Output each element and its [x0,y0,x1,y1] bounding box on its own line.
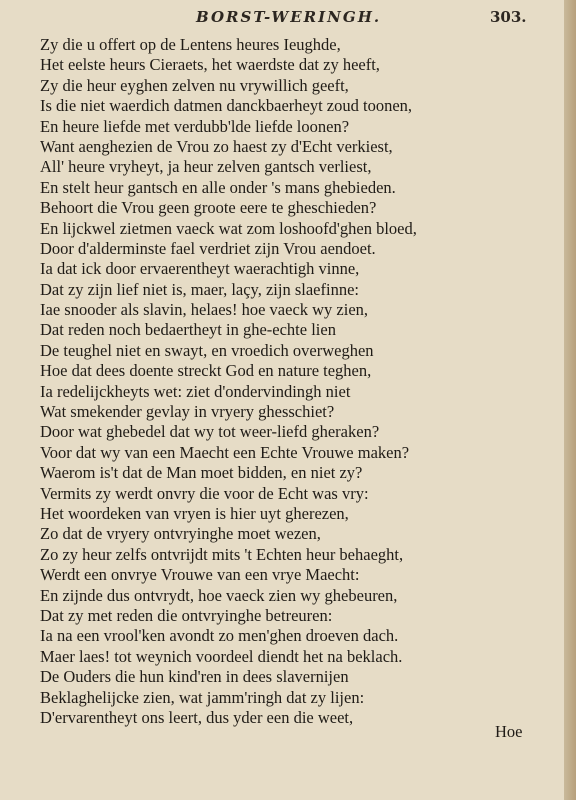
verse-line: Wat smekender gevlay in vryery ghesschiet? [40,402,335,422]
verse-line: Want aenghezien de Vrou zo haest zy d'Echt verkiest, [40,136,393,156]
verse-line: Dat zy zijn lief niet is, maer, laçy, zijn slaefinne: [40,279,359,299]
verse-line: De Ouders die hun kind'ren in dees slavernijen [40,667,349,687]
running-title: BORST-WERINGH. [196,8,382,26]
verse-line: Dat reden noch bedaertheyt in ghe-echte lien [40,320,336,340]
verse-line: Zo dat de vryery ontvryinghe moet wezen, [40,524,321,544]
verse-line: Door d'alderminste fael verdriet zijn Vrou aendoet. [40,238,376,258]
verse-line: Door wat ghebedel dat wy tot weer-liefd gheraken? [40,422,380,442]
verse-line: Beklaghelijcke zien, wat jamm'ringh dat zy lijen: [40,687,365,707]
verse-line: Ia na een vrool'ken avondt zo men'ghen droeven dach. [40,626,399,646]
verse-line: D'ervarentheyt ons leert, dus yder een die weet, [40,707,354,727]
verse-line: Het eelste heurs Cieraets, het waerdste dat zy heeft, [40,55,380,75]
verse-line: Het woordeken van vryen is hier uyt gherezen, [40,503,349,523]
show-through-text [476,0,564,800]
verse-line: En lijckwel zietmen vaeck wat zom loshoofd'ghen bloed, [40,218,417,238]
verse-line: Iae snooder als slavin, helaes! hoe vaeck wy zien, [40,300,369,320]
verse-line: Zy die u offert op de Lentens heures Ieughde, [40,35,341,54]
verse-line: Hoe dat dees doente streckt God en nature teghen, [40,361,372,381]
page-number: 303. [490,8,527,26]
verse-line: Dat zy met reden die ontvryinghe betreuren: [40,605,333,625]
verse-line: Werdt een onvrye Vrouwe van een vrye Maecht: [40,565,360,585]
page-header [0,8,564,28]
verse-line: Zy die heur eyghen zelven nu vrywillich geeft, [40,75,349,95]
poem-text [40,35,480,728]
verse-line: Waerom is't dat de Man moet bidden, en niet zy? [40,463,363,483]
verse-line: De teughel niet en swayt, en vroedich overweghen [40,340,374,360]
verse-line: En heure liefde met verdubb'lde liefde loonen? [40,116,350,136]
verse-line: Voor dat wy van een Maecht een Echte Vrouwe maken? [40,442,410,462]
verse-line: Maer laes! tot weynich voordeel diendt het na beklach. [40,646,403,666]
verse-line: En zijnde dus ontvrydt, hoe vaeck zien wy ghebeuren, [40,585,398,605]
verse-line: Zo zy heur zelfs ontvrijdt mits 't Echten heur behaeght, [40,544,404,564]
page-edge [564,0,576,800]
verse-line: Vermits zy werdt onvry die voor de Echt was vry: [40,483,369,503]
verse-line: Ia redelijckheyts wet: ziet d'ondervindingh niet [40,381,351,401]
verse-line: Ia dat ick door ervaerentheyt waerachtigh vinne, [40,259,360,279]
verse-line: All' heure vryheyt, ja heur zelven gantsch verliest, [40,157,372,177]
verse-line: En stelt heur gantsch en alle onder 's mans ghebieden. [40,177,396,197]
verse-line: Is die niet waerdich datmen danckbaerheyt zoud toonen, [40,96,413,116]
verse-line: Behoort die Vrou geen groote eere te gheschieden? [40,198,377,218]
catchword: Hoe [495,722,523,741]
